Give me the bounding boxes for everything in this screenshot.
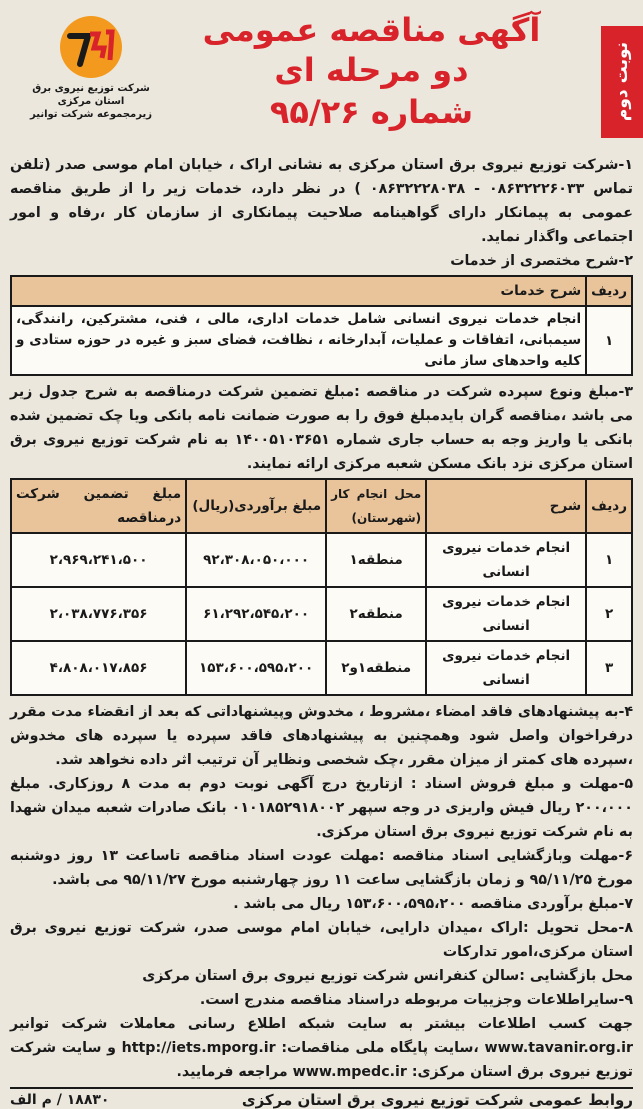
items-col-guarantee: مبلغ تضمین شرکت درمناقصه xyxy=(11,479,186,533)
public-relations-signature: روابط عمومی شرکت توزیع نیروی برق استان مرکزی xyxy=(241,1091,633,1109)
company-subsidiary: زیرمجموعه شرکت توانیر xyxy=(30,109,152,120)
more-info-text: ،سایت پایگاه ملی مناقصات: xyxy=(281,1040,479,1056)
more-info-text: و سایت xyxy=(61,1040,116,1056)
items-col-estimate: مبلغ برآوردی(ریال) xyxy=(186,479,326,533)
item-desc: انجام خدمات نیروی انسانی xyxy=(426,533,586,587)
opening-location: محل بازگشایی :سالن کنفرانس شرکت توزیع نیروی برق استان مرکزی xyxy=(142,968,633,984)
section-8: ۸-محل تحویل :اراک ،میدان دارایی، خیابان امام موسی صدر، شرکت توزیع نیروی برق استان مرکزی،امور تدارکات xyxy=(10,920,633,960)
item-estimate: ۶۱،۲۹۲،۵۴۵،۲۰۰ xyxy=(186,587,326,641)
more-info-text: مراجعه فرمایید. xyxy=(176,1064,288,1080)
section-9: ۹-سایراطلاعات وجزییات مربوطه دراسناد مناقصه مندرج است. xyxy=(199,992,633,1008)
items-col-desc: شرح xyxy=(426,479,586,533)
item-estimate: ۹۲،۳۰۸،۰۵۰،۰۰۰ xyxy=(186,533,326,587)
item-guarantee: ۴،۸۰۸،۰۱۷،۸۵۶ xyxy=(11,641,186,695)
notice-title xyxy=(170,10,573,134)
table-row xyxy=(11,533,632,587)
section-7: ۷-مبلغ برآوردی مناقصه ۱۵۳،۶۰۰،۵۹۵،۲۰۰ ریال می باشد . xyxy=(233,896,633,912)
section-6: ۶-مهلت وبازگشایی اسناد مناقصه :مهلت عودت اسناد مناقصه تاساعت ۱۳ روز دوشنبه مورخ ۹۵/۱۱/۲۵ و زمان بازگشایی ساعت ۱۱ روز چهارشنبه مورخ ۹۵/۱۱/۲۷ می باشد. xyxy=(10,848,633,888)
item-guarantee: ۲،۹۶۹،۲۴۱،۵۰۰ xyxy=(11,533,186,587)
title-line-2: دو مرحله ای xyxy=(274,51,469,89)
footer xyxy=(10,1091,633,1109)
items-table xyxy=(10,478,633,696)
power-company-logo-icon xyxy=(58,14,124,80)
item-row-number: ۲ xyxy=(586,587,632,641)
services-header-row xyxy=(11,276,632,306)
item-row-number: ۱ xyxy=(586,533,632,587)
items-col-place: محل انجام کار (شهرستان) xyxy=(326,479,426,533)
table-row xyxy=(11,587,632,641)
services-col-desc: شرح خدمات xyxy=(11,276,586,306)
second-publication-badge: نوبت دوم xyxy=(601,26,643,138)
item-place: منطقه۱و۲ xyxy=(326,641,426,695)
header xyxy=(10,8,633,153)
services-row-number: ۱ xyxy=(586,306,632,375)
notice-body xyxy=(10,153,633,1084)
title-line-1: آگهی مناقصه عمومی xyxy=(202,11,541,49)
item-desc: انجام خدمات نیروی انسانی xyxy=(426,641,586,695)
section-5: ۵-مهلت و مبلغ فروش اسناد : ازتاریخ درج آگهی نوبت دوم به مدت ۸ روزکاری. مبلغ ۲۰۰،۰۰۰ ریال فیش واریزی در وجه سپهر ۰۱۰۱۸۵۲۹۱۸۰۰۲ بانک صادرات شعبه میدان شهدا به نام شرکت توزیع نیروی برق استان مرکزی. xyxy=(10,776,634,840)
publication-code: ۱۸۸۳۰ / م الف xyxy=(10,1092,110,1108)
tavanir-link[interactable]: www.tavanir.org.ir xyxy=(484,1040,633,1056)
items-col-row: ردیف xyxy=(586,479,632,533)
footer-divider xyxy=(10,1087,633,1089)
item-guarantee: ۲،۰۳۸،۷۷۶،۳۵۶ xyxy=(11,587,186,641)
services-col-row: ردیف xyxy=(586,276,632,306)
services-row-desc: انجام خدمات نیروی انسانی شامل خدمات اداری، مالی ، فنی، مشترکین، رانندگی، سیمبانی، اتفاقات و عملیات، آبدارخانه ، نظافت، فضای سبز و غیره در حوزه ستادی و کلیه واحدهای ساز مانی xyxy=(11,306,586,375)
item-place: منطقه۱ xyxy=(326,533,426,587)
company-name: شرکت توزیع نیروی برق استان مرکزی xyxy=(32,83,150,107)
item-desc: انجام خدمات نیروی انسانی xyxy=(426,587,586,641)
table-row xyxy=(11,306,632,375)
iets-link[interactable]: http://iets.mporg.ir xyxy=(121,1040,276,1056)
item-row-number: ۳ xyxy=(586,641,632,695)
section-4: ۴-به پیشنهادهای فاقد امضاء ،مشروط ، مخدوش وپیشنهاداتی که بعد از انقضاء مدت مقرر درفراخوان واصل شود وهمچنین به پیشنهادهای فاقد سپرده یا سپرده های مخدوش ،سپرده های کمتر از میزان مقرر ،چک شخصی ونظایر آن ترتیب اثر داده نخواهد شد. xyxy=(10,704,633,768)
tender-number: شماره ۹۵/۲۶ xyxy=(269,93,474,131)
more-info xyxy=(10,1012,633,1084)
section-2-heading: ۲-شرح مختصری از خدمات xyxy=(450,253,633,269)
section-1: ۱-شرکت توزیع نیروی برق استان مرکزی به نشانی اراک ، خیابان امام موسی صدر (تلفن تماس ۰۸۶۳۲۲۲۶۰۳۳ - ۰۸۶۳۲۲۲۸۰۳۸ ) در نظر دارد، خدمات زیر را از طریق مناقصه عمومی به پیمانکار دارای گواهینامه صلاحیت پیمانکاری از سازمان کار ،رفاه و امور اجتماعی واگذار نماید. xyxy=(10,157,633,245)
item-place: منطقه۲ xyxy=(326,587,426,641)
mpedc-link[interactable]: www.mpedc.ir xyxy=(292,1064,407,1080)
item-estimate: ۱۵۳،۶۰۰،۵۹۵،۲۰۰ xyxy=(186,641,326,695)
company-logo xyxy=(16,14,166,121)
section-3: ۳-مبلغ ونوع سپرده شرکت در مناقصه :مبلغ تضمین شرکت درمناقصه به شرح جدول زیر می باشد ،مناقصه گران بایدمبلغ فوق را به صورت ضمانت نامه بانکی ویا چک تضمین شده بانکی یا واریز وجه به حساب جاری شماره ۱۴۰۰۵۱۰۳۶۵۱ به نام شرکت توزیع نیروی برق استان مرکزی نزد بانک مسکن شعبه مرکزی ارائه نمایند. xyxy=(10,384,633,472)
more-info-text: شرکت توزیع نیروی برق استان مرکزی: xyxy=(10,1040,633,1080)
items-header-row xyxy=(11,479,632,533)
table-row xyxy=(11,641,632,695)
more-info-text: جهت کسب اطلاعات بیشتر به سایت شبکه اطلاع رسانی معاملات شرکت توانیر xyxy=(10,1016,633,1032)
services-table xyxy=(10,275,633,376)
